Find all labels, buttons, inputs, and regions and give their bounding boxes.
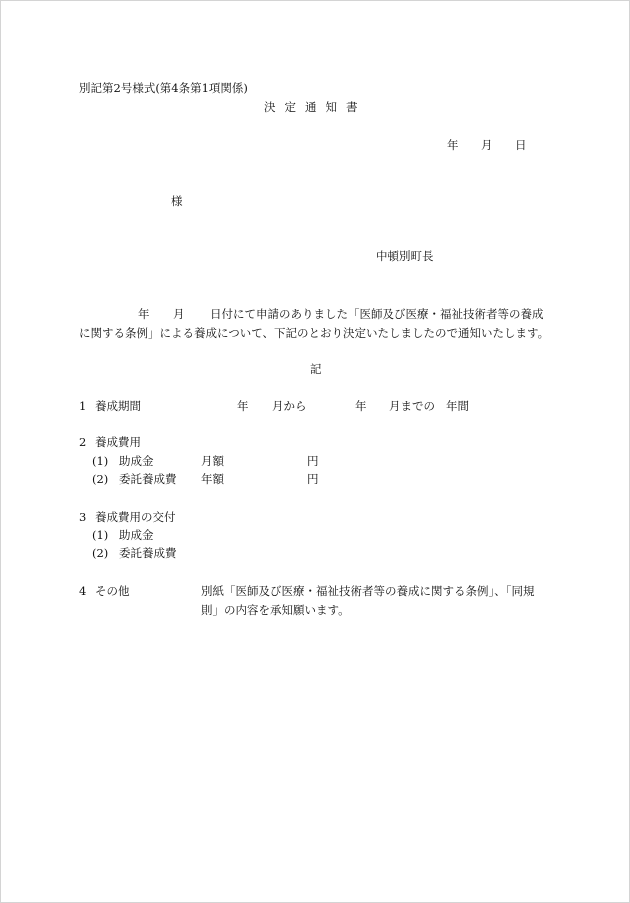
date-day: 日 — [515, 138, 527, 152]
item-3-1-number: (1) — [92, 528, 109, 542]
item-4-text-line-1: 別紙「医師及び医療・福祉技術者等の養成に関する条例」、「同規 — [201, 584, 535, 598]
item-2-label: 養成費用 — [95, 435, 141, 449]
intro-month: 月 — [173, 307, 185, 321]
item-3-2-label: 委託養成費 — [119, 546, 177, 560]
item-3-label: 養成費用の交付 — [95, 510, 176, 524]
item-2-1-yen: 円 — [307, 454, 319, 468]
item-2-2-number: (2) — [92, 472, 109, 486]
item-2-1-unit: 月額 — [201, 454, 224, 468]
item-2-2-label: 委託養成費 — [119, 472, 177, 486]
item-3-number: 3 — [79, 510, 87, 524]
item-2-2-yen: 円 — [307, 472, 319, 486]
item-2-1-label: 助成金 — [119, 454, 154, 468]
period-end-month: 月までの — [389, 399, 435, 413]
period-start-year: 年 — [237, 399, 249, 413]
item-3-2-number: (2) — [92, 546, 109, 560]
date-month: 月 — [481, 138, 493, 152]
item-2-2-unit: 年額 — [201, 472, 224, 486]
item-4-number: 4 — [79, 584, 87, 598]
date-year: 年 — [447, 138, 459, 152]
item-4-text-line-2: 則」の内容を承知願います。 — [201, 603, 350, 617]
recipient-suffix: 様 — [171, 194, 183, 208]
period-start-month: 月から — [272, 399, 307, 413]
item-3-1-label: 助成金 — [119, 528, 154, 542]
intro-line-1: 日付にて申請のありました「医師及び医療・福祉技術者等の養成 — [210, 307, 544, 321]
intro-year: 年 — [138, 307, 150, 321]
item-2-number: 2 — [79, 435, 87, 449]
period-end-year: 年 — [355, 399, 367, 413]
document-title: 決定通知書 — [264, 100, 367, 114]
form-label: 別記第2号様式(第4条第1項関係) — [79, 81, 248, 95]
item-4-label: その他 — [95, 584, 130, 598]
issuer-name: 中頓別町長 — [376, 249, 434, 263]
item-2-1-number: (1) — [92, 454, 109, 468]
item-1-label: 養成期間 — [95, 399, 141, 413]
intro-line-2: に関する条例」による養成について、下記のとおり決定いたしましたので通知いたします。 — [79, 326, 550, 340]
ki-heading: 記 — [310, 362, 322, 376]
item-1-number: 1 — [79, 399, 87, 413]
period-years: 年間 — [446, 399, 469, 413]
